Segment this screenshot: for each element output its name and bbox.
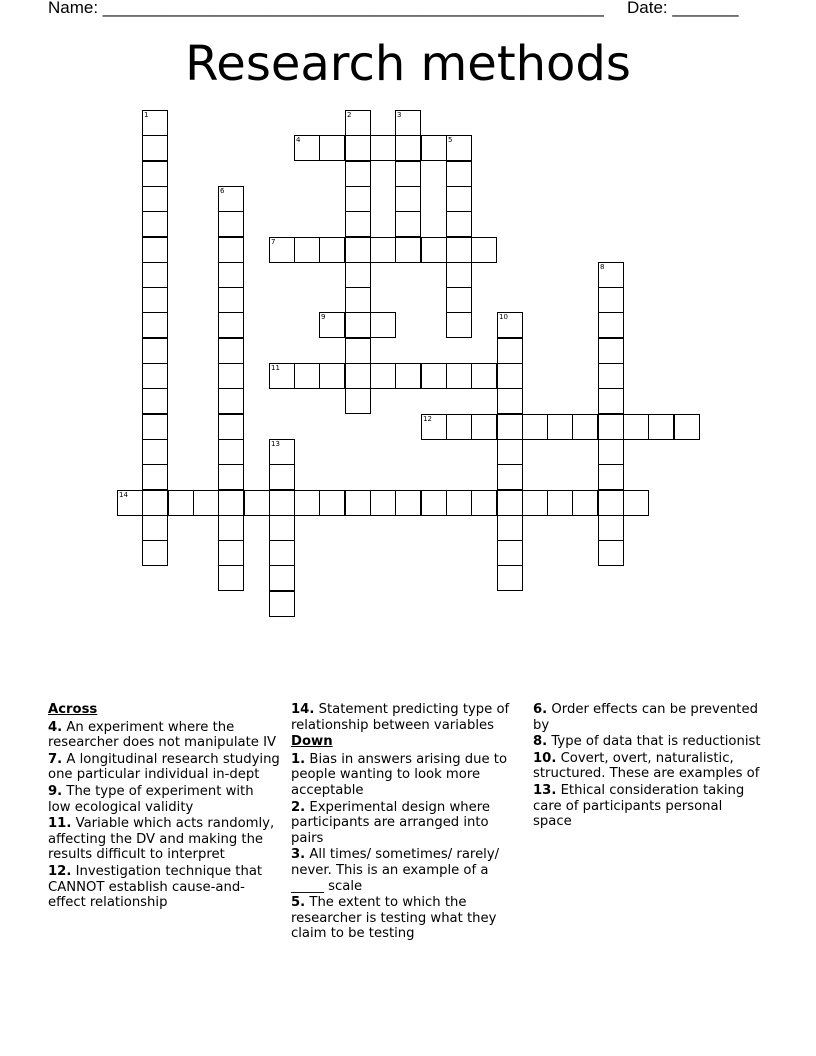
clue-text: Statement predicting type of relationship between variables xyxy=(291,702,510,733)
clue-number: 11. xyxy=(48,816,72,832)
cell-number: 2 xyxy=(347,111,352,119)
clue-number: 14. xyxy=(291,702,315,717)
cell-number: 3 xyxy=(397,111,402,119)
clue-number: 9. xyxy=(48,783,63,799)
clue-down-1 xyxy=(291,752,523,799)
cell-number: 7 xyxy=(271,238,276,246)
clue-across-14 xyxy=(291,702,523,733)
clue-text: Bias in answers arising due to people wanting to look more acceptable xyxy=(291,751,508,798)
date-line: Date: _______ xyxy=(627,0,739,17)
across-heading: Across xyxy=(48,702,98,717)
clues-column-2 xyxy=(291,702,523,943)
cell-number: 5 xyxy=(448,136,453,144)
cell-number: 9 xyxy=(321,313,326,321)
clue-number: 3. xyxy=(291,847,306,863)
clue-number: 1. xyxy=(291,751,306,767)
clue-text: A longitudinal research studying one particular individual in-dept xyxy=(48,751,280,783)
clue-text: Variable which acts randomly, affecting the DV and making the results difficult to interpret xyxy=(48,816,275,863)
clue-number: 5. xyxy=(291,895,306,911)
cell-number: 8 xyxy=(600,263,605,271)
clue-across-11 xyxy=(48,816,280,863)
clue-number: 13. xyxy=(533,782,557,798)
clue-across-9 xyxy=(48,784,280,815)
clues-column-1 xyxy=(48,702,280,912)
clue-text: Experimental design where participants are arranged into pairs xyxy=(291,799,490,846)
clue-text: The extent to which the researcher is testing what they claim to be testing xyxy=(291,895,497,942)
clue-across-7 xyxy=(48,752,280,783)
clue-number: 10. xyxy=(533,750,557,766)
clue-number: 8. xyxy=(533,734,548,750)
clues-column-3 xyxy=(533,702,765,831)
clue-down-2 xyxy=(291,800,523,847)
cell-number: 10 xyxy=(499,313,508,321)
page-title: Research methods xyxy=(185,36,631,92)
clue-across-4 xyxy=(48,720,280,751)
cell-number: 11 xyxy=(271,364,280,372)
cell-number: 6 xyxy=(220,187,225,195)
clue-number: 7. xyxy=(48,751,63,767)
clue-down-5 xyxy=(291,895,523,942)
clue-down-6 xyxy=(533,702,765,733)
clue-text: Covert, overt, naturalistic, structured. These are examples of xyxy=(533,750,760,782)
clue-down-13 xyxy=(533,783,765,830)
clue-number: 4. xyxy=(48,719,63,735)
clue-down-8 xyxy=(533,734,765,750)
clue-text: Investigation technique that CANNOT establish cause-and-effect relationship xyxy=(48,863,263,911)
cell-number: 14 xyxy=(119,491,128,499)
clue-text: An experiment where the researcher does not manipulate IV xyxy=(48,719,276,751)
clue-number: 6. xyxy=(533,702,548,717)
clue-across-12 xyxy=(48,864,280,911)
cell-number: 1 xyxy=(144,111,149,119)
clue-text: The type of experiment with low ecological validity xyxy=(48,783,254,815)
cell-number: 4 xyxy=(296,136,301,144)
clue-down-3 xyxy=(291,847,523,894)
cell-number: 13 xyxy=(271,440,280,448)
name-line: Name: _____________________________________________________ xyxy=(48,0,604,17)
cell-number: 12 xyxy=(423,415,432,423)
clue-number: 2. xyxy=(291,799,306,815)
clue-down-10 xyxy=(533,751,765,782)
clue-text: All times/ sometimes/ rarely/ never. This is an example of a _____ scale xyxy=(291,847,500,894)
clue-number: 12. xyxy=(48,863,72,879)
down-heading: Down xyxy=(291,734,333,750)
clue-text: Ethical consideration taking care of participants personal space xyxy=(533,782,745,830)
clue-text: Order effects can be prevented by xyxy=(533,702,758,733)
clue-text: Type of data that is reductionist xyxy=(551,734,761,750)
